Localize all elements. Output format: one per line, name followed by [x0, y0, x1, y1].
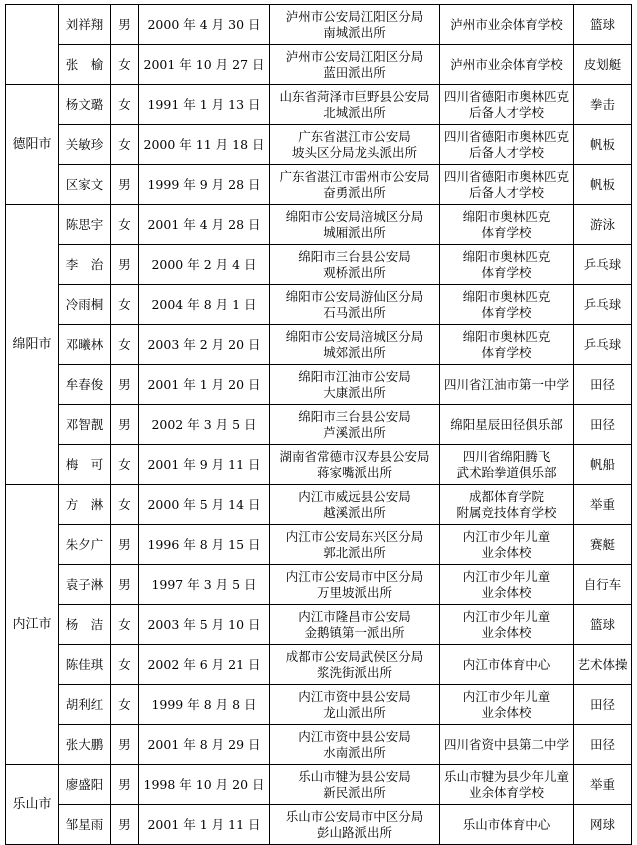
- sport-cell: 皮划艇: [574, 45, 632, 85]
- name-cell: 袁子淋: [59, 565, 111, 605]
- police-station-cell-line: 芦溪派出所: [323, 424, 386, 440]
- table-row: [6, 5, 632, 45]
- police-station-cell-line: 内江市资中县公安局: [298, 688, 411, 704]
- police-station-cell-line: 郭北派出所: [323, 544, 386, 560]
- police-station-cell-line: 金鹅镇第一派出所: [304, 624, 405, 640]
- school-cell-line: 内江市少年儿童: [462, 528, 551, 544]
- school-cell-line: 武术跆拳道俱乐部: [456, 464, 557, 480]
- police-station-cell-line: 越溪派出所: [323, 504, 386, 520]
- birth-date-cell: 2001 年 4 月 28 日: [139, 205, 270, 245]
- police-station-cell: [270, 405, 440, 445]
- name-cell: 邓曦林: [59, 325, 111, 365]
- police-station-cell: [270, 205, 440, 245]
- birth-date-cell: 1991 年 1 月 13 日: [139, 85, 270, 125]
- school-cell-line: 四川省德阳市奥林匹克: [443, 128, 569, 144]
- police-station-cell: [270, 725, 440, 765]
- police-station-cell-line: 南城派出所: [323, 24, 386, 40]
- table-row: [6, 125, 632, 165]
- gender-cell: 男: [111, 765, 139, 805]
- name-cell: 李 治: [59, 245, 111, 285]
- sport-cell: 帆板: [574, 165, 632, 205]
- sport-cell: 艺术体操: [574, 645, 632, 685]
- sport-cell: 乒乓球: [574, 285, 632, 325]
- table-row: [6, 565, 632, 605]
- police-station-cell-line: 水南派出所: [323, 744, 386, 760]
- police-station-cell: [270, 685, 440, 725]
- table-row: [6, 205, 632, 245]
- sport-cell: 帆船: [574, 445, 632, 485]
- police-station-cell-line: 坡头区分局龙头派出所: [291, 144, 417, 160]
- police-station-cell: [270, 645, 440, 685]
- school-cell: [440, 525, 574, 565]
- gender-cell: 女: [111, 125, 139, 165]
- police-station-cell-line: 泸州市公安局江阳区分局: [285, 8, 424, 24]
- athlete-table: [5, 4, 632, 845]
- school-cell: [440, 445, 574, 485]
- birth-date-cell: 1999 年 8 月 8 日: [139, 685, 270, 725]
- police-station-cell-line: 绵阳市三台县公安局: [298, 408, 411, 424]
- name-cell: 张大鹏: [59, 725, 111, 765]
- birth-date-cell: 2000 年 11 月 18 日: [139, 125, 270, 165]
- police-station-cell: [270, 285, 440, 325]
- table-row: [6, 285, 632, 325]
- table-row: [6, 365, 632, 405]
- school-cell-line: 乐山市体育中心: [462, 816, 551, 832]
- police-station-cell: [270, 805, 440, 845]
- police-station-cell-line: 石马派出所: [323, 304, 386, 320]
- school-cell-line: 业余体育学校: [468, 784, 544, 800]
- school-cell: [440, 685, 574, 725]
- school-cell-line: 内江市体育中心: [462, 656, 551, 672]
- table-row: [6, 805, 632, 845]
- sport-cell: 帆板: [574, 125, 632, 165]
- sport-cell: 举重: [574, 765, 632, 805]
- sport-cell: 田径: [574, 685, 632, 725]
- school-cell-line: 成都体育学院: [468, 488, 544, 504]
- birth-date-cell: 2001 年 9 月 11 日: [139, 445, 270, 485]
- gender-cell: 女: [111, 605, 139, 645]
- school-cell-line: 绵阳市奥林匹克: [462, 248, 551, 264]
- birth-date-cell: 2003 年 5 月 10 日: [139, 605, 270, 645]
- police-station-cell-line: 大康派出所: [323, 384, 386, 400]
- sport-cell: 游泳: [574, 205, 632, 245]
- table-row: [6, 165, 632, 205]
- police-station-cell-line: 成都市公安局武侯区分局: [285, 648, 424, 664]
- name-cell: 梅 可: [59, 445, 111, 485]
- school-cell: [440, 125, 574, 165]
- table-row: [6, 485, 632, 525]
- name-cell: 陈佳琪: [59, 645, 111, 685]
- police-station-cell-line: 蓝田派出所: [323, 64, 386, 80]
- gender-cell: 女: [111, 85, 139, 125]
- school-cell: [440, 45, 574, 85]
- police-station-cell-line: 蒋家嘴派出所: [316, 464, 392, 480]
- table-row: [6, 605, 632, 645]
- sport-cell: 乒乓球: [574, 245, 632, 285]
- table-row: [6, 725, 632, 765]
- police-station-cell-line: 龙山派出所: [323, 704, 386, 720]
- gender-cell: 女: [111, 645, 139, 685]
- table-row: [6, 405, 632, 445]
- school-cell: [440, 245, 574, 285]
- birth-date-cell: 2001 年 8 月 29 日: [139, 725, 270, 765]
- police-station-cell-line: 绵阳市三台县公安局: [298, 248, 411, 264]
- police-station-cell: [270, 85, 440, 125]
- gender-cell: 女: [111, 205, 139, 245]
- name-cell: 邓智靓: [59, 405, 111, 445]
- school-cell-line: 业余体校: [481, 544, 532, 560]
- sport-cell: 篮球: [574, 5, 632, 45]
- police-station-cell: [270, 565, 440, 605]
- school-cell: [440, 565, 574, 605]
- police-station-cell: [270, 605, 440, 645]
- table-row: [6, 45, 632, 85]
- police-station-cell-line: 泸州市公安局江阳区分局: [285, 48, 424, 64]
- police-station-cell: [270, 765, 440, 805]
- school-cell-line: 体育学校: [481, 264, 532, 280]
- police-station-cell: [270, 45, 440, 85]
- police-station-cell-line: 绵阳市公安局涪城区分局: [285, 328, 424, 344]
- school-cell-line: 绵阳市奥林匹克: [462, 288, 551, 304]
- police-station-cell-line: 广东省湛江市公安局: [298, 128, 411, 144]
- gender-cell: 男: [111, 805, 139, 845]
- gender-cell: 男: [111, 565, 139, 605]
- police-station-cell-line: 彭山路派出所: [316, 824, 392, 840]
- birth-date-cell: 2002 年 3 月 5 日: [139, 405, 270, 445]
- school-cell-line: 四川省江油市第一中学: [443, 376, 569, 392]
- birth-date-cell: 1999 年 9 月 28 日: [139, 165, 270, 205]
- name-cell: 方 淋: [59, 485, 111, 525]
- police-station-cell-line: 内江市隆昌市公安局: [298, 608, 411, 624]
- birth-date-cell: 2000 年 2 月 4 日: [139, 245, 270, 285]
- table-row: [6, 645, 632, 685]
- school-cell-line: 体育学校: [481, 344, 532, 360]
- school-cell: [440, 85, 574, 125]
- sport-cell: 赛艇: [574, 525, 632, 565]
- birth-date-cell: 2000 年 5 月 14 日: [139, 485, 270, 525]
- table-row: [6, 685, 632, 725]
- gender-cell: 男: [111, 525, 139, 565]
- sport-cell: 自行车: [574, 565, 632, 605]
- birth-date-cell: 2004 年 8 月 1 日: [139, 285, 270, 325]
- police-station-cell: [270, 525, 440, 565]
- school-cell-line: 后备人才学校: [468, 104, 544, 120]
- school-cell-line: 绵阳星辰田径俱乐部: [450, 416, 563, 432]
- police-station-cell-line: 湖南省常德市汉寿县公安局: [279, 448, 430, 464]
- sport-cell: 田径: [574, 725, 632, 765]
- school-cell-line: 乐山市犍为县少年儿童: [443, 768, 569, 784]
- police-station-cell: [270, 165, 440, 205]
- police-station-cell-line: 万里坡派出所: [316, 584, 392, 600]
- gender-cell: 女: [111, 445, 139, 485]
- police-station-cell: [270, 365, 440, 405]
- school-cell-line: 泸州市业余体育学校: [450, 16, 563, 32]
- school-cell-line: 业余体校: [481, 624, 532, 640]
- gender-cell: 女: [111, 325, 139, 365]
- police-station-cell: [270, 125, 440, 165]
- police-station-cell: [270, 5, 440, 45]
- gender-cell: 男: [111, 365, 139, 405]
- school-cell: [440, 165, 574, 205]
- school-cell-line: 四川省德阳市奥林匹克: [443, 168, 569, 184]
- school-cell-line: 业余体校: [481, 584, 532, 600]
- birth-date-cell: 2001 年 10 月 27 日: [139, 45, 270, 85]
- name-cell: 关敏珍: [59, 125, 111, 165]
- police-station-cell-line: 内江市公安局市中区分局: [285, 568, 424, 584]
- sport-cell: 拳击: [574, 85, 632, 125]
- police-station-cell-line: 北城派出所: [323, 104, 386, 120]
- city-cell: 绵阳市: [6, 205, 59, 485]
- police-station-cell-line: 乐山市公安局市中区分局: [285, 808, 424, 824]
- name-cell: 牟春俊: [59, 365, 111, 405]
- school-cell-line: 附属竞技体育学校: [456, 504, 557, 520]
- school-cell: [440, 325, 574, 365]
- name-cell: 廖盛阳: [59, 765, 111, 805]
- gender-cell: 男: [111, 165, 139, 205]
- birth-date-cell: 1997 年 3 月 5 日: [139, 565, 270, 605]
- birth-date-cell: 2002 年 6 月 21 日: [139, 645, 270, 685]
- name-cell: 朱夕广: [59, 525, 111, 565]
- police-station-cell-line: 内江市威远县公安局: [298, 488, 411, 504]
- name-cell: 区家文: [59, 165, 111, 205]
- school-cell-line: 内江市少年儿童: [462, 568, 551, 584]
- table-row: [6, 765, 632, 805]
- gender-cell: 男: [111, 5, 139, 45]
- school-cell-line: 体育学校: [481, 224, 532, 240]
- city-cell: 内江市: [6, 485, 59, 765]
- school-cell-line: 绵阳市奥林匹克: [462, 208, 551, 224]
- school-cell-line: 业余体校: [481, 704, 532, 720]
- city-cell: 德阳市: [6, 85, 59, 205]
- sport-cell: 网球: [574, 805, 632, 845]
- police-station-cell-line: 乐山市犍为县公安局: [298, 768, 411, 784]
- sport-cell: 乒乓球: [574, 325, 632, 365]
- birth-date-cell: 2001 年 1 月 20 日: [139, 365, 270, 405]
- name-cell: 杨文璐: [59, 85, 111, 125]
- table-row: [6, 445, 632, 485]
- name-cell: 刘祥翔: [59, 5, 111, 45]
- school-cell-line: 体育学校: [481, 304, 532, 320]
- table-row: [6, 85, 632, 125]
- school-cell: [440, 405, 574, 445]
- city-cell: 乐山市: [6, 765, 59, 845]
- name-cell: 胡利红: [59, 685, 111, 725]
- name-cell: 冷雨桐: [59, 285, 111, 325]
- school-cell-line: 绵阳市奥林匹克: [462, 328, 551, 344]
- police-station-cell: [270, 325, 440, 365]
- birth-date-cell: 2000 年 4 月 30 日: [139, 5, 270, 45]
- school-cell: [440, 485, 574, 525]
- police-station-cell-line: 新民派出所: [323, 784, 386, 800]
- school-cell: [440, 365, 574, 405]
- gender-cell: 男: [111, 725, 139, 765]
- table-row: [6, 525, 632, 565]
- police-station-cell-line: 浆洗街派出所: [316, 664, 392, 680]
- school-cell-line: 后备人才学校: [468, 144, 544, 160]
- police-station-cell: [270, 245, 440, 285]
- police-station-cell-line: 绵阳市江油市公安局: [298, 368, 411, 384]
- school-cell: [440, 725, 574, 765]
- school-cell-line: 四川省绵阳腾飞: [462, 448, 551, 464]
- school-cell-line: 泸州市业余体育学校: [450, 56, 563, 72]
- school-cell: [440, 285, 574, 325]
- sport-cell: 田径: [574, 365, 632, 405]
- school-cell-line: 四川省资中县第二中学: [443, 736, 569, 752]
- gender-cell: 女: [111, 285, 139, 325]
- police-station-cell-line: 观桥派出所: [323, 264, 386, 280]
- gender-cell: 女: [111, 485, 139, 525]
- name-cell: 张 榆: [59, 45, 111, 85]
- sport-cell: 田径: [574, 405, 632, 445]
- police-station-cell: [270, 485, 440, 525]
- table-row: [6, 325, 632, 365]
- birth-date-cell: 2001 年 1 月 11 日: [139, 805, 270, 845]
- gender-cell: 女: [111, 685, 139, 725]
- gender-cell: 男: [111, 405, 139, 445]
- school-cell: [440, 645, 574, 685]
- name-cell: 陈思宇: [59, 205, 111, 245]
- birth-date-cell: 2003 年 2 月 20 日: [139, 325, 270, 365]
- school-cell-line: 内江市少年儿童: [462, 608, 551, 624]
- school-cell: [440, 805, 574, 845]
- police-station-cell-line: 奋勇派出所: [323, 184, 386, 200]
- police-station-cell-line: 城厢派出所: [323, 224, 386, 240]
- police-station-cell-line: 广东省湛江市雷州市公安局: [279, 168, 430, 184]
- school-cell: [440, 605, 574, 645]
- school-cell-line: 后备人才学校: [468, 184, 544, 200]
- gender-cell: 女: [111, 45, 139, 85]
- police-station-cell: [270, 445, 440, 485]
- name-cell: 杨 洁: [59, 605, 111, 645]
- city-cell: [6, 5, 59, 85]
- school-cell: [440, 205, 574, 245]
- police-station-cell-line: 内江市资中县公安局: [298, 728, 411, 744]
- police-station-cell-line: 绵阳市公安局涪城区分局: [285, 208, 424, 224]
- birth-date-cell: 1996 年 8 月 15 日: [139, 525, 270, 565]
- school-cell-line: 四川省德阳市奥林匹克: [443, 88, 569, 104]
- police-station-cell-line: 山东省菏泽市巨野县公安局: [279, 88, 430, 104]
- police-station-cell-line: 城郊派出所: [323, 344, 386, 360]
- school-cell-line: 内江市少年儿童: [462, 688, 551, 704]
- school-cell: [440, 765, 574, 805]
- table-body: [6, 5, 632, 845]
- sport-cell: 举重: [574, 485, 632, 525]
- name-cell: 邹星雨: [59, 805, 111, 845]
- table-row: [6, 245, 632, 285]
- police-station-cell-line: 绵阳市公安局游仙区分局: [285, 288, 424, 304]
- school-cell: [440, 5, 574, 45]
- birth-date-cell: 1998 年 10 月 20 日: [139, 765, 270, 805]
- gender-cell: 男: [111, 245, 139, 285]
- police-station-cell-line: 内江市公安局东兴区分局: [285, 528, 424, 544]
- sport-cell: 篮球: [574, 605, 632, 645]
